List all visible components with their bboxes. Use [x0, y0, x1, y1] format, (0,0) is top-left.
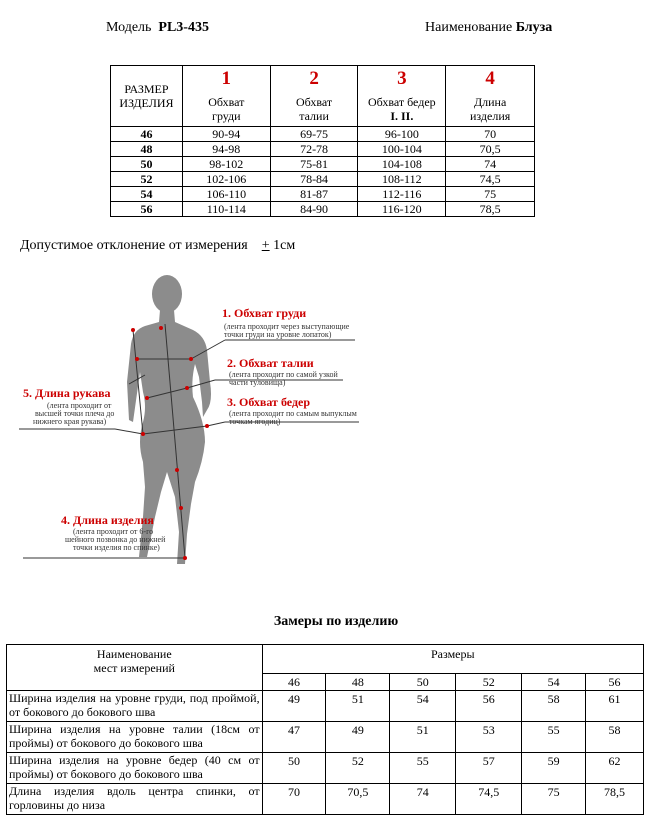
col-number: 4 — [446, 66, 535, 93]
label-desc: точки изделия по спинке) — [73, 543, 160, 552]
model-value: PL3-435 — [158, 20, 209, 35]
size-cell: 56 — [111, 202, 183, 217]
size-cell: 46 — [262, 674, 326, 691]
model-label: Модель — [106, 20, 152, 35]
value-cell: 57 — [456, 753, 522, 784]
label-desc: высшей точки плеча до — [35, 409, 115, 418]
size-cell: 50 — [390, 674, 456, 691]
table-row — [111, 157, 535, 172]
table-row — [111, 142, 535, 157]
label-desc: части туловища) — [229, 378, 286, 387]
value-cell: 56 — [456, 691, 522, 722]
tolerance-note — [20, 238, 295, 254]
value-cell: 100-104 — [358, 142, 446, 157]
table-row — [7, 691, 644, 722]
value-cell: 53 — [456, 722, 522, 753]
value-cell: 102-106 — [182, 172, 270, 187]
figure-label-length — [61, 513, 166, 552]
size-cell: 54 — [111, 187, 183, 202]
measurement-name: Ширина изделия на уровне бедер (40 см от проймы) от бокового до бокового шва — [7, 753, 263, 784]
label-desc: точки груди на уровне лопаток) — [224, 330, 332, 339]
col-label-line: талии — [299, 109, 329, 123]
value-cell: 74,5 — [446, 172, 535, 187]
value-cell: 81-87 — [270, 187, 358, 202]
value-cell: 78,5 — [586, 784, 644, 815]
label-title: 2. Обхват талии — [227, 356, 314, 370]
name-header-line2: мест измерений — [93, 661, 175, 675]
col-number: 3 — [358, 66, 446, 93]
label-desc: (лента проходит через выступающие — [224, 322, 350, 331]
label-desc: (лента проходит по самой узкой — [229, 370, 338, 379]
value-cell: 70,5 — [326, 784, 390, 815]
tolerance-text: Допустимое отклонение от измерения — [20, 238, 248, 253]
value-cell: 90-94 — [182, 127, 270, 142]
name-header-cell — [7, 645, 263, 691]
label-title: 1. Обхват груди — [222, 306, 307, 320]
label-title: 5. Длина рукава — [23, 386, 111, 400]
value-cell: 75 — [522, 784, 586, 815]
size-cell: 46 — [111, 127, 183, 142]
col-label-line: груди — [212, 109, 241, 123]
size-cell: 56 — [586, 674, 644, 691]
col-label-length — [446, 92, 535, 127]
value-cell: 49 — [326, 722, 390, 753]
model-header — [106, 20, 209, 36]
col-label-hips — [358, 92, 446, 127]
value-cell: 98-102 — [182, 157, 270, 172]
col-number: 2 — [270, 66, 358, 93]
measurements-table — [6, 644, 644, 815]
col-label-waist — [270, 92, 358, 127]
tolerance-plusminus: + — [261, 238, 270, 253]
col-label-line: Обхват — [208, 95, 245, 109]
value-cell: 94-98 — [182, 142, 270, 157]
measurement-name: Ширина изделия на уровне груди, под проймой, от бокового до бокового шва — [7, 691, 263, 722]
value-cell: 69-75 — [270, 127, 358, 142]
value-cell: 72-78 — [270, 142, 358, 157]
sizes-header-cell: Размеры — [262, 645, 643, 674]
value-cell: 51 — [326, 691, 390, 722]
size-table — [110, 65, 535, 217]
size-cell: 48 — [326, 674, 390, 691]
value-cell: 55 — [522, 722, 586, 753]
size-header-line1: РАЗМЕР — [124, 82, 169, 96]
label-desc: (лента проходит от 6-го — [73, 527, 154, 536]
label-desc: нижнего края рукава) — [33, 417, 107, 426]
value-cell: 47 — [262, 722, 326, 753]
table-row — [111, 172, 535, 187]
label-desc: шейного позвонка до нижней — [65, 535, 166, 544]
value-cell: 75 — [446, 187, 535, 202]
value-cell: 54 — [390, 691, 456, 722]
figure-label-waist — [227, 356, 338, 387]
name-label: Наименование — [425, 20, 513, 35]
figure-label-bust — [222, 306, 350, 339]
size-header-line2: ИЗДЕЛИЯ — [119, 96, 174, 110]
value-cell: 78-84 — [270, 172, 358, 187]
value-cell: 96-100 — [358, 127, 446, 142]
col-label-line: Обхват — [296, 95, 333, 109]
table-row — [111, 202, 535, 217]
measurement-name: Длина изделия вдоль центра спинки, от горловины до низа — [7, 784, 263, 815]
product-name-header — [425, 20, 552, 36]
measurement-figure — [15, 272, 375, 572]
value-cell: 59 — [522, 753, 586, 784]
value-cell: 58 — [586, 722, 644, 753]
value-cell: 61 — [586, 691, 644, 722]
section-title: Замеры по изделию — [273, 614, 399, 629]
col-label-line: изделия — [469, 109, 511, 123]
col-number: 1 — [182, 66, 270, 93]
col-label-bust — [182, 92, 270, 127]
size-cell: 48 — [111, 142, 183, 157]
col-label-line: I. II. — [390, 109, 414, 123]
value-cell: 58 — [522, 691, 586, 722]
figure-label-hips — [227, 395, 357, 426]
meas-header-row — [7, 645, 644, 674]
value-cell: 78,5 — [446, 202, 535, 217]
value-cell: 106-110 — [182, 187, 270, 202]
table-row — [7, 784, 644, 815]
measurement-name: Ширина изделия на уровне талии (18см от проймы) от бокового до бокового шва — [7, 722, 263, 753]
label-title: 3. Обхват бедер — [227, 395, 311, 409]
table-row — [7, 722, 644, 753]
value-cell: 74 — [390, 784, 456, 815]
name-value: Блуза — [515, 20, 553, 35]
table-row — [111, 127, 535, 142]
value-cell: 70 — [262, 784, 326, 815]
table-row — [111, 187, 535, 202]
tolerance-value: 1см — [269, 238, 296, 253]
size-cell: 50 — [111, 157, 183, 172]
size-header-cell — [111, 66, 183, 127]
value-cell: 70,5 — [446, 142, 535, 157]
label-title: 4. Длина изделия — [61, 513, 154, 527]
value-cell: 62 — [586, 753, 644, 784]
col-label-line: Длина — [473, 95, 507, 109]
value-cell: 75-81 — [270, 157, 358, 172]
size-cell: 52 — [111, 172, 183, 187]
value-cell: 112-116 — [358, 187, 446, 202]
name-header-line1: Наименование — [96, 647, 172, 661]
value-cell: 110-114 — [182, 202, 270, 217]
value-cell: 108-112 — [358, 172, 446, 187]
value-cell: 49 — [262, 691, 326, 722]
label-desc: (лента проходит от — [47, 401, 112, 410]
value-cell: 55 — [390, 753, 456, 784]
value-cell: 116-120 — [358, 202, 446, 217]
table-row — [7, 753, 644, 784]
label-desc: (лента проходит по самым выпуклым — [229, 409, 357, 418]
value-cell: 74,5 — [456, 784, 522, 815]
value-cell: 84-90 — [270, 202, 358, 217]
label-desc: точкам ягодиц) — [229, 417, 281, 426]
value-cell: 70 — [446, 127, 535, 142]
value-cell: 51 — [390, 722, 456, 753]
figure-label-sleeve — [23, 386, 114, 426]
value-cell: 74 — [446, 157, 535, 172]
value-cell: 104-108 — [358, 157, 446, 172]
size-table-header-numbers — [111, 66, 535, 93]
col-label-line: Обхват бедер — [368, 95, 436, 109]
size-cell: 52 — [456, 674, 522, 691]
size-cell: 54 — [522, 674, 586, 691]
value-cell: 52 — [326, 753, 390, 784]
value-cell: 50 — [262, 753, 326, 784]
